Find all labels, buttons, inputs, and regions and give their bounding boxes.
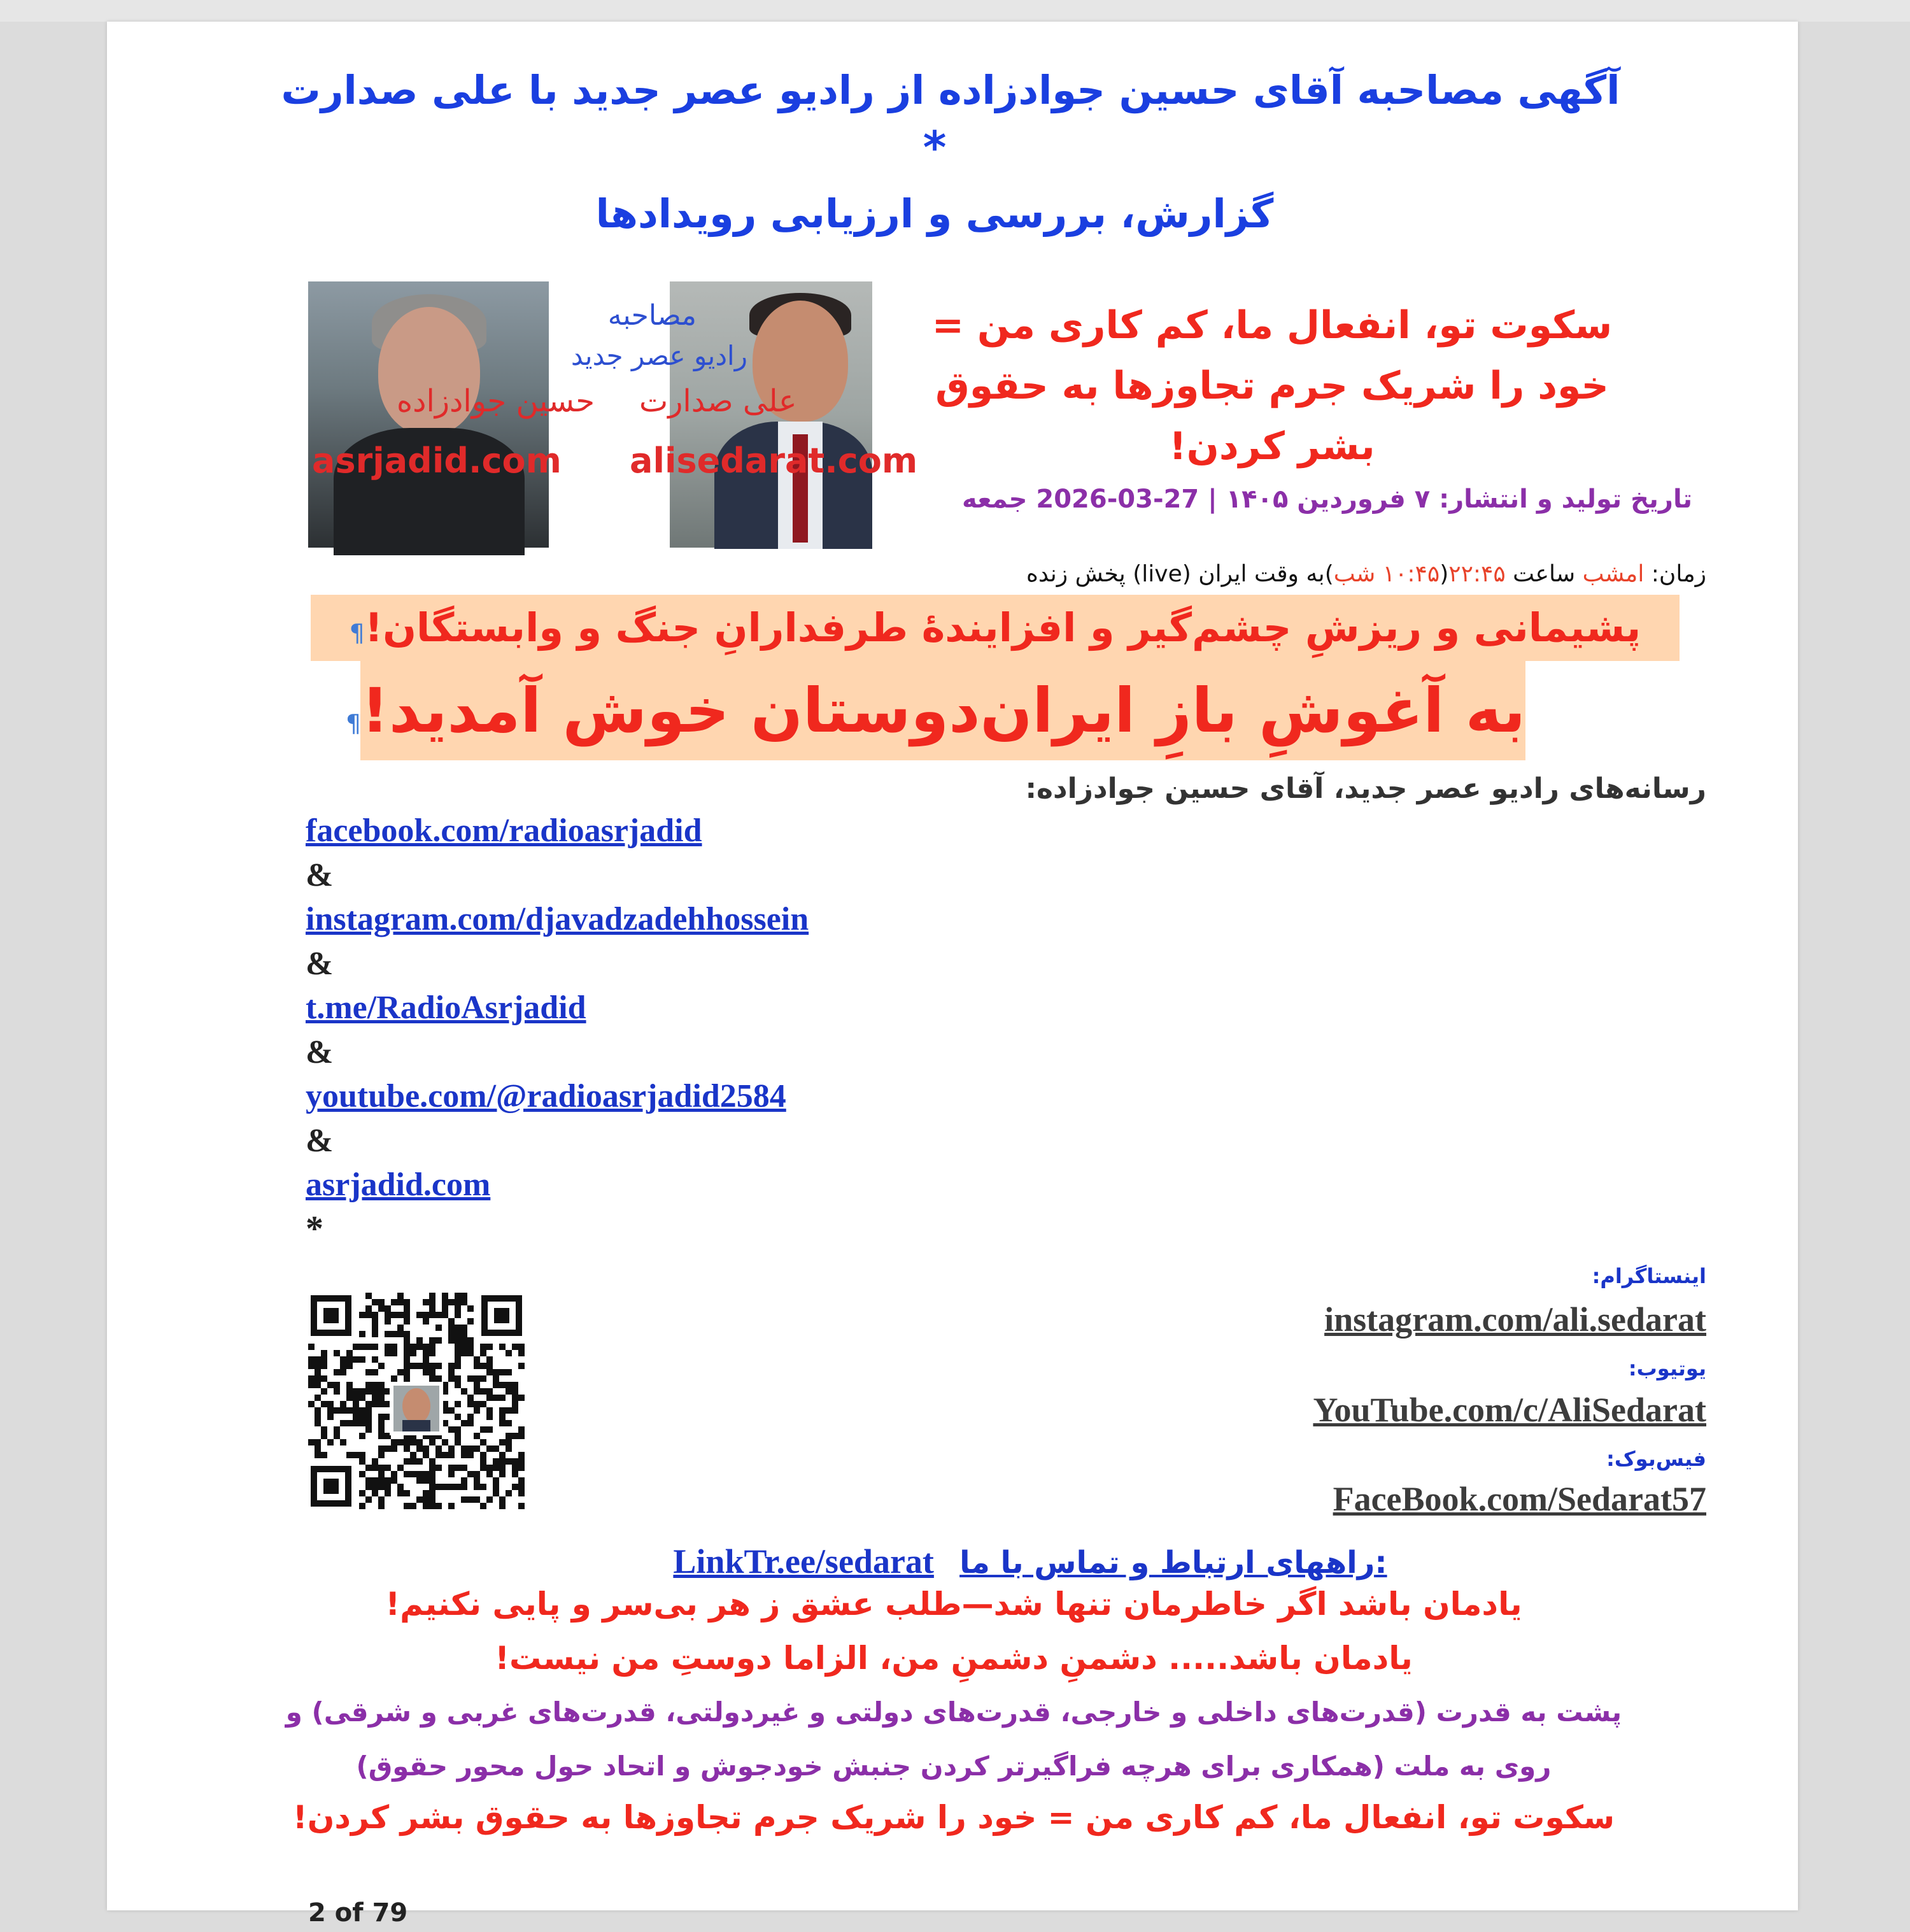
window-top-strip: [0, 0, 1910, 22]
footer-line-3: پشت به قدرت (قدرت‌های داخلی و خارجی، قدرت‌های دولتی و غیردولتی، قدرت‌های غربی و شرقی) و: [285, 1696, 1622, 1728]
photo-label-radio: رادیو عصر جدید: [570, 340, 747, 371]
footer-block: [234, 1575, 1673, 1843]
photo-site-left: asrjadid.com: [312, 441, 562, 481]
youtube-radio-link[interactable]: youtube.com/@radioasrjadid2584: [306, 1078, 786, 1114]
footer-line-4: روی به ملت (همکاری برای هرچه فراگیرتر کردن جنبش خودجوش و اتحاد حول محور حقوق): [356, 1751, 1552, 1782]
page-subtitle: گزارش، بررسی و ارزیابی رویدادها: [595, 190, 1274, 237]
pilcrow-icon: ¶: [349, 619, 365, 647]
footer-line-2: یادمان باشد..... دشمنِ دشمنِ من، الزاما دوستِ من نیست!: [495, 1640, 1413, 1677]
photo-label-name-right: علی صدارت: [639, 383, 797, 419]
banner-line-2-text: به آغوشِ بازِ ایران‌دوستان خوش آمدید!: [361, 675, 1525, 746]
contact-label: راههای ارتباط و تماس با ما:: [959, 1545, 1387, 1580]
facebook-sedarat-link[interactable]: FaceBook.com/Sedarat57: [1333, 1480, 1706, 1518]
slogan-line-3: بشر کردن!: [1169, 424, 1375, 469]
footer-line-1: یادمان باشد اگر خاطرمان تنها شد—طلب عشق ز هر بی‌سر و پایی نکنیم!: [385, 1586, 1522, 1623]
asrjadid-website-link[interactable]: asrjadid.com: [306, 1167, 491, 1203]
banner-line-1-text: پشیمانی و ریزشِ چشم‌گیر و افزایندهٔ طرفدارانِ جنگ و وابستگان!: [364, 604, 1641, 651]
slogan-block: [890, 295, 1654, 477]
interview-photo: [308, 281, 918, 548]
slogan-line-1: سکوت تو، انفعال ما، کم کاری من =: [931, 303, 1613, 348]
ampersand-separator: &: [306, 945, 334, 982]
qr-code: [308, 1293, 525, 1509]
time-tonight: امشب: [1582, 561, 1645, 587]
time-hour-alt: ۱۰:۴۵ شب: [1333, 561, 1440, 587]
media-links-list: [306, 809, 1070, 1251]
document-page: [107, 22, 1798, 1928]
time-prefix: زمان:: [1644, 561, 1706, 587]
broadcast-time: [680, 557, 1706, 592]
telegram-radio-link[interactable]: t.me/RadioAsrjadid: [306, 990, 586, 1026]
publish-date: تاریخ تولید و انتشار: ۷ فروردین ۱۴۰۵ | 27-03-2026 جمعه: [961, 485, 1692, 514]
youtube-sedarat-link[interactable]: YouTube.com/c/AliSedarat: [1313, 1391, 1706, 1429]
ampersand-separator: &: [306, 856, 334, 893]
facebook-radio-link[interactable]: facebook.com/radioasrjadid: [306, 813, 702, 849]
footer-line-5: سکوت تو، انفعال ما، کم کاری من = خود را شریک جرم تجاوزها به حقوق بشر کردن!: [292, 1799, 1615, 1836]
ampersand-separator: &: [306, 1122, 334, 1159]
ampersand-separator: &: [306, 1033, 334, 1070]
star-separator: *: [306, 1209, 323, 1249]
page-number: 2 of 79: [308, 1898, 408, 1928]
photo-label-interview: مصاحبه: [607, 299, 697, 332]
instagram-radio-link[interactable]: instagram.com/djavadzadehhossein: [306, 901, 809, 937]
page-title: آگهی مصاحبه آقای حسین جوادزاده از رادیو عصر جدید با علی صدارت: [281, 67, 1620, 113]
time-hour-word: ساعت: [1505, 561, 1583, 587]
pilcrow-icon: ¶: [345, 709, 362, 737]
slogan-line-2: خود را شریک جرم تجاوزها به حقوق: [935, 364, 1609, 408]
time-rest: )به وقت ایران (live) پخش زنده: [1026, 561, 1334, 587]
photo-site-right: alisedarat.com: [630, 441, 918, 481]
header-star-separator: *: [923, 122, 947, 174]
photo-label-name-left: حسین جوادزاده: [397, 383, 595, 419]
linktree-link[interactable]: LinkTr.ee/sedarat: [673, 1542, 934, 1580]
time-hour: ۲۲:۴۵: [1448, 561, 1506, 587]
time-open-paren: (: [1440, 561, 1449, 587]
instagram-label: اینستاگرام:: [1592, 1264, 1706, 1288]
instagram-sedarat-link[interactable]: instagram.com/ali.sedarat: [1324, 1300, 1706, 1339]
facebook-label: فیس‌بوک:: [1606, 1447, 1706, 1471]
youtube-label: یوتیوب:: [1628, 1356, 1706, 1381]
banner-line-2: [345, 661, 1525, 760]
banner-line-1: [311, 595, 1680, 661]
media-heading: رسانه‌های رادیو عصر جدید، آقای حسین جوادزاده:: [1025, 772, 1706, 805]
